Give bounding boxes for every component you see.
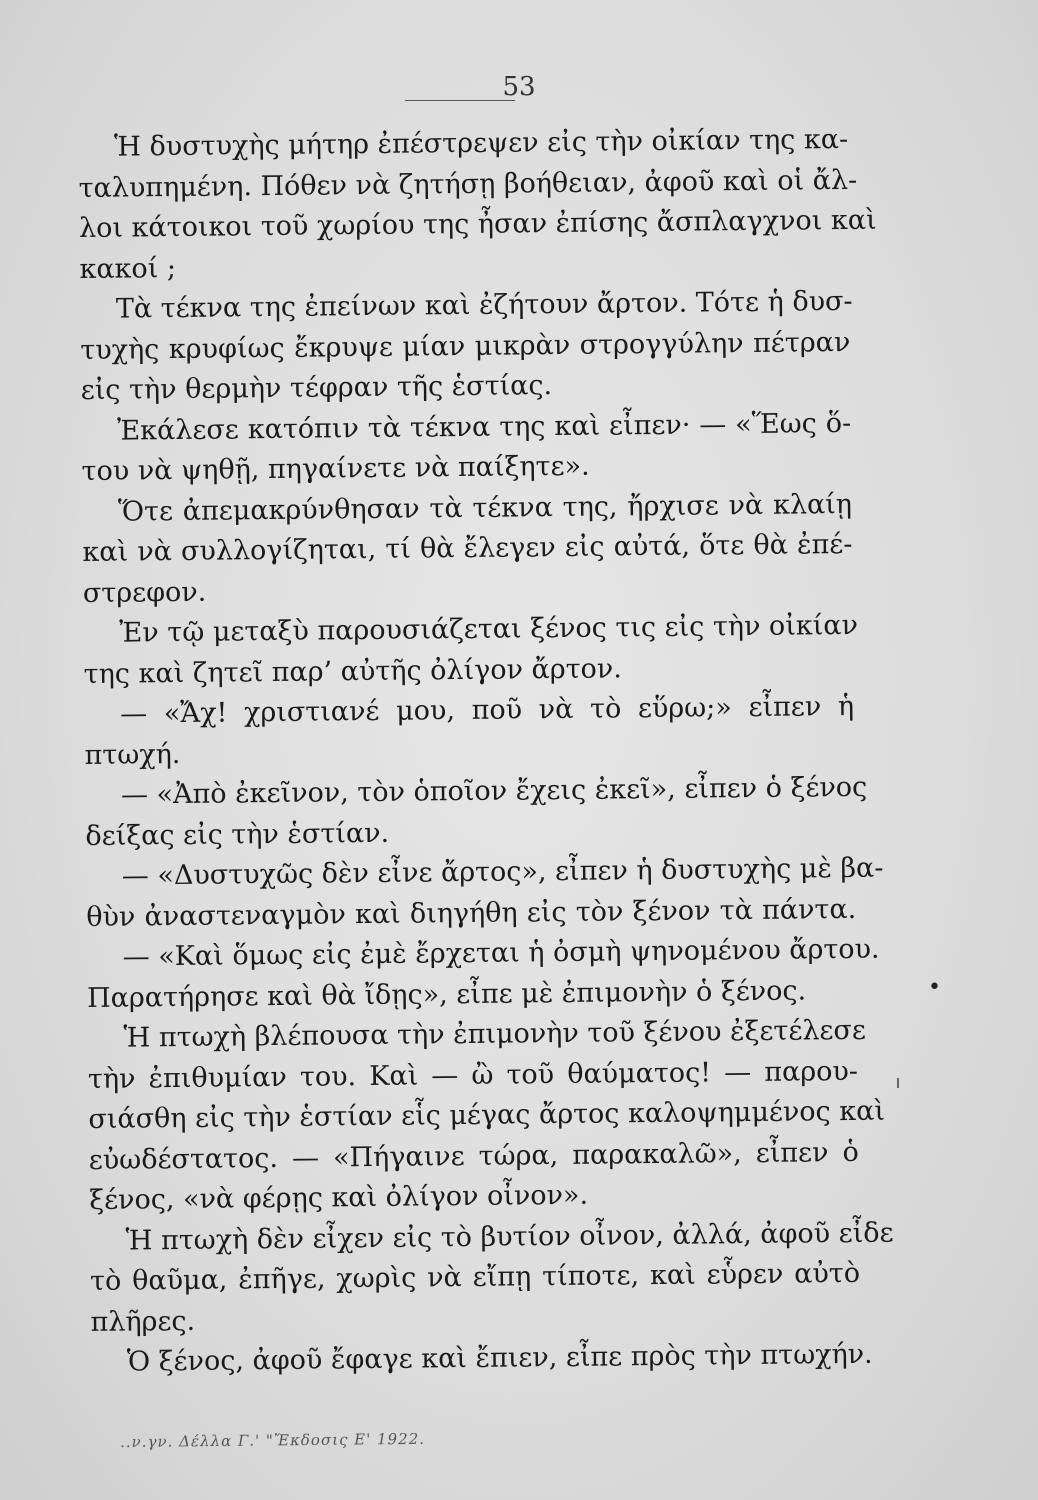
text-line: — «Καὶ ὅμως εἰς ἐμὲ ἔρχεται ἡ ὀσμὴ ψηνομένου ἄρτου. (122, 933, 880, 973)
text-line: στρεφον. (82, 576, 207, 609)
text-line: σιάσθη εἰς τὴν ἑστίαν εἷς μέγας ἄρτος καλοψημμένος καὶ (88, 1095, 886, 1135)
text-line: Ἐκάλεσε κατόπιν τὰ τέκνα της καὶ εἶπεν· — «Ἕως ὅ- (117, 407, 852, 447)
text-line: καὶ νὰ συλλογίζηται, τί θὰ ἔλεγεν εἰς αὐτά, ὅτε θὰ ἐπέ- (82, 528, 853, 568)
text-line: Τὰ τέκνα της ἐπείνων καὶ ἐζήτουν ἄρτον. Τότε ἡ δυσ- (115, 285, 853, 325)
text-line: Ἐν τῷ μεταξὺ παρουσιάζεται ξένος τις εἰς τὴν οἰκίαν (119, 609, 859, 649)
text-line: Ἡ πτωχὴ δὲν εἶχεν εἰς τὸ βυτίον οἶνον, ἀλλά, ἀφοῦ εἶδε (125, 1217, 894, 1257)
header-rule (405, 100, 515, 101)
edition-footer: ..ν.γν. Δέλλα Γ.' "Ἔκδοσις Ε' 1922. (120, 1429, 426, 1451)
text-line: — «Ἀπὸ ἐκεῖνον, τὸν ὁποῖον ἔχεις ἐκεῖ», εἶπεν ὁ ξένος (120, 771, 868, 811)
text-line: τὸ θαῦμα, ἐπῆγε, χωρὶς νὰ εἴπῃ τίποτε, καὶ εὗρεν αὐτὸ (89, 1257, 861, 1297)
text-line: θὺν ἀναστεναγμὸν καὶ διηγήθη εἰς τὸν ξένον τὰ πάντα. (86, 893, 857, 933)
text-line: Ἡ πτωχὴ βλέπουσα τὴν ἐπιμονὴν τοῦ ξένου ἐξετέλεσε (123, 1014, 867, 1054)
text-line: εἰς τὴν θερμὴν τέφραν τῆς ἑστίας. (80, 370, 553, 406)
margin-bullet-mark: • (928, 975, 941, 1000)
text-line: Παρατήρησε καὶ θὰ ἴδῃς», εἶπε μὲ ἐπιμονὴν ὁ ξένος. (86, 974, 807, 1014)
text-line: — «Ἄχ! χριστιανέ μου, ποῦ νὰ τὸ εὕρω;» εἶπεν ἡ (119, 690, 855, 730)
text-line: λοι κάτοικοι τοῦ χωρίου της ἦσαν ἐπίσης ἄσπλαγχνοι καὶ (78, 204, 877, 244)
text-line: ξένος, «νὰ φέρῃς καὶ ὀλίγον οἶνον». (89, 1179, 589, 1216)
text-line: δείξας εἰς τὴν ἑστίαν. (85, 817, 390, 852)
stray-ink-mark (897, 1078, 899, 1088)
text-line: πλῆρες. (90, 1305, 196, 1338)
text-line: — «Δυστυχῶς δὲν εἶνε ἄρτος», εἶπεν ἡ δυστυχὴς μὲ βα- (121, 852, 884, 892)
page-number: 53 (502, 72, 536, 102)
text-line: Ἡ δυστυχὴς μήτηρ ἐπέστρεψεν εἰς τὴν οἰκίαν της κα- (114, 123, 849, 163)
text-line: της καὶ ζητεῖ παρ’ αὐτῆς ὀλίγον ἄρτον. (83, 652, 622, 690)
text-line: Ὁ ξένος, ἀφοῦ ἔφαγε καὶ ἔπιεν, εἶπε πρὸς τὴν πτωχήν. (126, 1338, 873, 1378)
text-line: ταλυπημένη. Πόθεν νὰ ζητήσῃ βοήθειαν, ἀφοῦ καὶ οἱ ἄλ- (78, 164, 858, 204)
text-line: του νὰ ψηθῇ, πηγαίνετε νὰ παίξητε». (81, 450, 590, 487)
text-line: εὐωδέστατος. — «Πήγαινε τώρα, παρακαλῶ», εἶπεν ὁ (88, 1136, 859, 1176)
text-line: τυχὴς κρυφίως ἔκρυψε μίαν μικρὰν στρογγύλην πέτραν (80, 326, 851, 366)
text-line: πτωχή. (84, 738, 181, 771)
text-line: κακοί ; (79, 252, 177, 285)
text-line: Ὅτε ἀπεμακρύνθησαν τὰ τέκνα της, ἤρχισε νὰ κλαίῃ (117, 488, 853, 528)
text-line: τὴν ἐπιθυμίαν του. Καὶ — ὢ τοῦ θαύματος! — παρου- (87, 1055, 859, 1095)
body-text (78, 120, 894, 1383)
